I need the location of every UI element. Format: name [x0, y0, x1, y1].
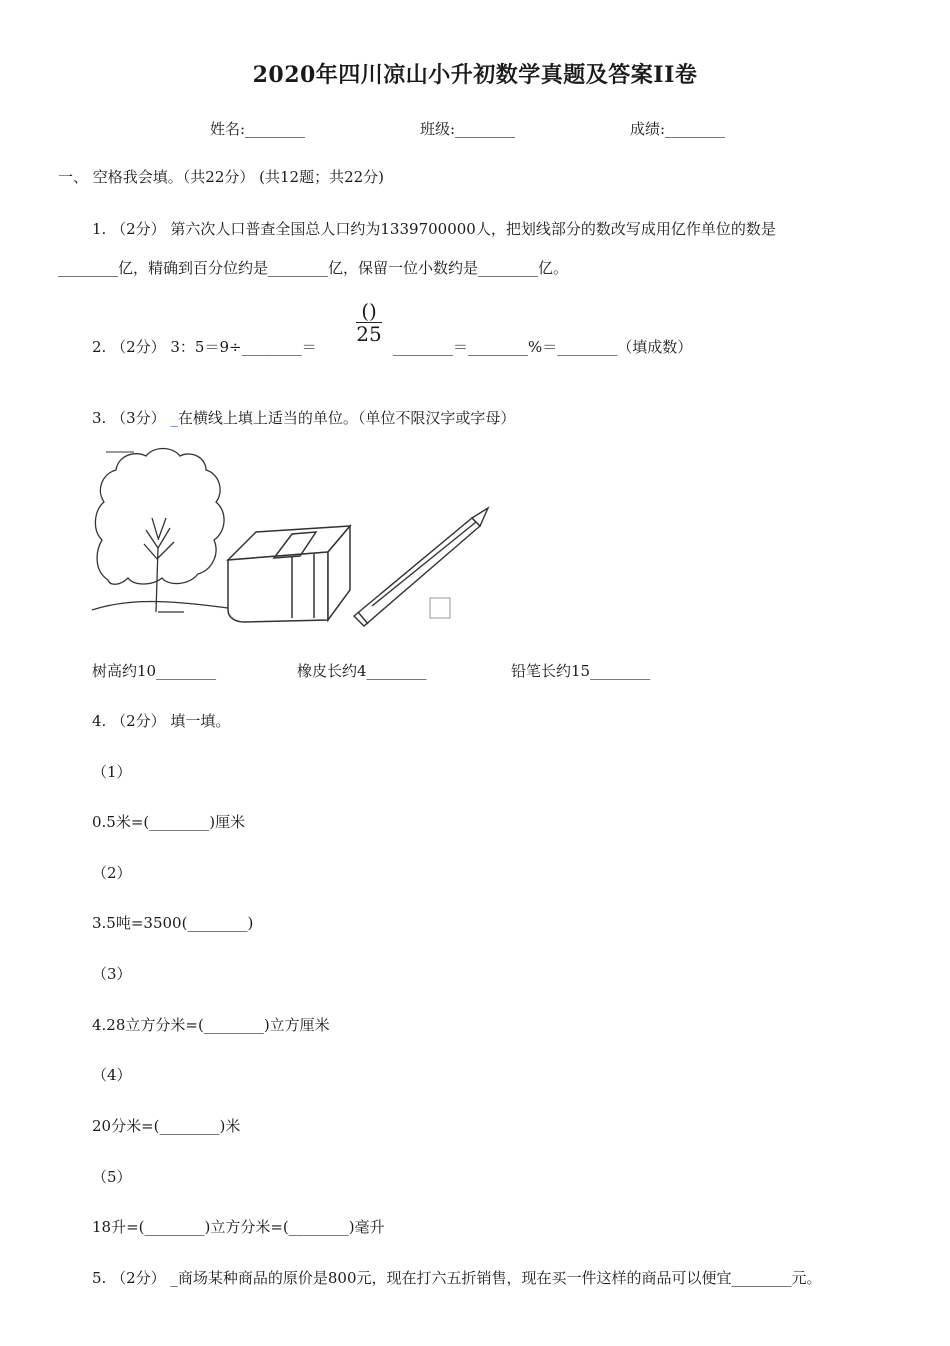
name-field: 姓名:________ [210, 120, 306, 138]
q3-eraser-label: 橡皮长约4________ [297, 662, 427, 680]
q3-heading [92, 407, 515, 428]
q4-part5-text: 18升=(________)立方分米=(________)毫升 [92, 1218, 385, 1236]
q3-marker: _ [170, 409, 178, 427]
q4-part5-label: （5） [92, 1168, 132, 1186]
tree-icon [92, 449, 228, 613]
class-field: 班级:________ [420, 120, 516, 138]
fraction-numerator: () [361, 299, 377, 323]
score-field: 成绩:________ [630, 120, 726, 138]
q3-tree-label: 树高约10________ [92, 662, 217, 680]
pencil-icon [354, 508, 488, 626]
q4-part1-label: （1） [92, 763, 132, 781]
q2-fraction [354, 300, 384, 345]
q4-heading: 4. （2分） 填一填。 [92, 712, 231, 730]
q4-part2-label: （2） [92, 864, 132, 882]
q4-part2-text: 3.5吨=3500(________) [92, 914, 254, 932]
fraction-denominator: 25 [356, 322, 382, 346]
q3-text: 在横线上填上适当的单位。（单位不限汉字或字母） [177, 409, 516, 427]
page-title: 2020年四川凉山小升初数学真题及答案II卷 [252, 62, 698, 88]
q2-suffix: ________＝________%＝________（填成数） [393, 338, 693, 356]
q1-line2: ________亿，精确到百分位约是________亿，保留一位小数约是________亿。 [58, 259, 569, 277]
q2-prefix: 2. （2分） 3：5＝9÷________＝ [92, 338, 317, 356]
q4-part1-text: 0.5米=(________)厘米 [92, 813, 246, 831]
q4-part4-text: 20分米=(________)米 [92, 1117, 241, 1135]
q3-pencil-label: 铅笔长约15________ [511, 662, 651, 680]
q3-number: 3. （3分） [92, 409, 166, 427]
eraser-icon [228, 526, 350, 622]
q3-illustration [88, 440, 498, 630]
q5-text: 5. （2分） _商场某种商品的原价是800元，现在打六五折销售，现在买一件这样的商品可以便宜________元。 [92, 1269, 822, 1287]
q1-line1: 1. （2分） 第六次人口普查全国总人口约为1339700000人，把划线部分的数改写成用亿作单位的数是 [92, 220, 776, 238]
q4-part3-label: （3） [92, 965, 132, 983]
q4-part3-text: 4.28立方分米=(________)立方厘米 [92, 1016, 330, 1034]
q4-part4-label: （4） [92, 1066, 132, 1084]
section-heading: 一、 空格我会填。（共22分） (共12题；共22分) [58, 168, 385, 186]
